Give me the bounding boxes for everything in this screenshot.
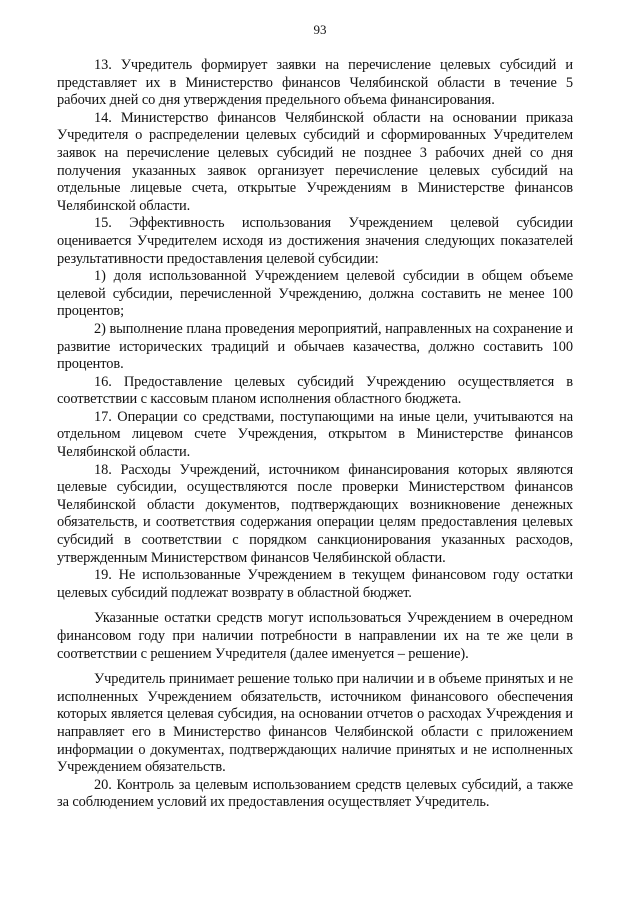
paragraph-19: 19. Не использованные Учреждением в текущем финансовом году остатки целевых субсидий подлежат возврату в областной бюджет. (57, 567, 573, 601)
paragraph-13: 13. Учредитель формирует заявки на перечисление целевых субсидий и представляет их в Министерство финансов Челябинской области в течение 5 рабочих дней со дня утверждения предельного объема финансирования. (57, 57, 573, 109)
paragraph-15-item-1: 1) доля использованной Учреждением целевой субсидии в общем объеме целевой субсидии, перечисленной Учреждению, должна составить не менее 100 процентов; (57, 268, 573, 320)
paragraph-16: 16. Предоставление целевых субсидий Учреждению осуществляется в соответствии с кассовым планом исполнения областного бюджета. (57, 373, 573, 408)
paragraph-19-decision: Учредитель принимает решение только при наличии и в объеме принятых и не исполненных Учреждением обязательств, источником финансового обеспечения которых является целевая субсидия, на основании отчетов о расходах Учреждения и направляет его в Министерство финансов Челябинской области с приложением информации о документах, подтверждающих наличие принятых и не исполненных Учреждением обязательств. (57, 671, 573, 776)
paragraph-18: 18. Расходы Учреждений, источником финансирования которых являются целевые субсидии, осуществляются после проверки Министерством финансов Челябинской области документов, подтверждающих возникновение денежных обязательств, и соответствия содержания операции целям предоставления целевых субсидий в соответствии с порядком санкционирования указанных расходов, утвержденным Министерством финансов Челябинской области. (57, 461, 573, 566)
paragraph-20: 20. Контроль за целевым использованием средств целевых субсидий, а также за соблюдением условий их предоставления осуществляет Учредитель. (57, 776, 573, 811)
page-number: 93 (313, 22, 327, 37)
paragraph-15-item-2: 2) выполнение плана проведения мероприятий, направленных на сохранение и развитие исторических традиций и обычаев казачества, должно составить 100 процентов. (57, 320, 573, 373)
paragraph-19-remainders: Указанные остатки средств могут использоваться Учреждением в очередном финансовом году при наличии потребности в направлении их на те же цели в соответствии с решением Учредителя (далее именуется – решение). (57, 610, 573, 662)
paragraph-14: 14. Министерство финансов Челябинской области на основании приказа Учредителя о распределении целевых субсидий и сформированных Учредителем заявок на перечисление целевых субсидий не позднее 3 рабочих дней со дня получения указанных заявок организует перечисление целевых субсидий на отдельные лицевые счета, открытые Учреждениям в Министерстве финансов Челябинской области. (57, 109, 573, 214)
paragraph-15: 15. Эффективность использования Учреждением целевой субсидии оценивается Учредителем исходя из достижения значения следующих показателей результативности предоставления целевой субсидии: (57, 215, 573, 267)
document-body (57, 57, 573, 812)
paragraph-17: 17. Операции со средствами, поступающими на иные цели, учитываются на отдельном лицевом счете Учреждения, открытом в Министерстве финансов Челябинской области. (57, 408, 573, 461)
